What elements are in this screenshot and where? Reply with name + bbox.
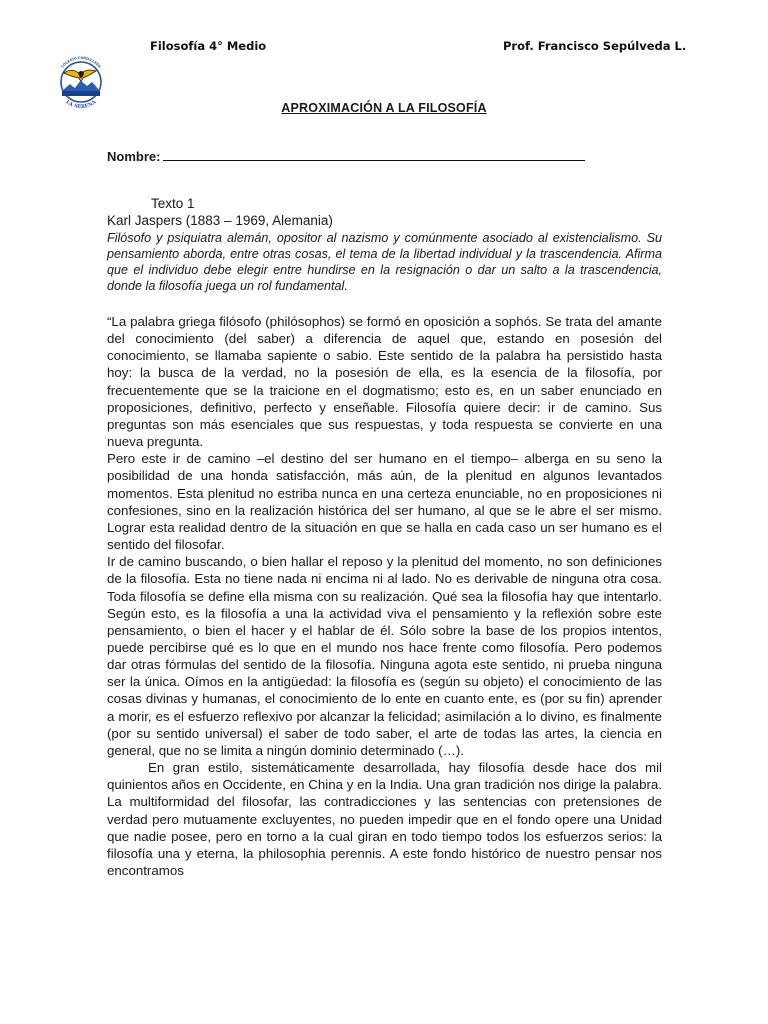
logo-text-top: COLEGIO CORDILLERA [60,55,102,69]
author-line: Karl Jaspers (1883 – 1969, Alemania) [107,213,333,228]
paragraph-4: En gran estilo, sistemáticamente desarrollada, hay filosofía desde hace dos mil quinientos años en Occidente, en China y en la India. Una gran tradición nos dirige la palabra. La multiformidad del filosofar, las contradicciones y las sentencias con pretensiones de verdad pero mutuamente excluyentes, no pueden impedir que en el fondo opere una Unidad que nadie posee, pero en torno a la cual giran en todo tiempo todos los esfuerzos serios: la filosofía una y eterna, la philosophia perennis. A este fondo histórico de nuestro pensar nos encontramos [107,760,662,878]
paragraph-2: Pero este ir de camino –el destino del ser humano en el tiempo– alberga en su seno la posibilidad de una honda satisfacción, más aún, de la plenitud en algunos levantados momentos. Esta plenitud no estriba nunca en una certeza enunciable, no en proposiciones ni confesiones, sino en la realización histórica del ser humano, al que se le abre el ser mismo. Lograr esta realidad dentro de la situación en que se halla en cada caso un ser humano es el sentido del filosofar. [107,451,662,553]
header-teacher: Prof. Francisco Sepúlveda L. [503,39,687,53]
document-title: APROXIMACIÓN A LA FILOSOFÍA [281,101,487,115]
nombre-line [163,148,585,161]
nombre-field [107,148,585,164]
nombre-label: Nombre: [107,149,161,164]
author-bio: Filósofo y psiquiatra alemán, opositor al nazismo y comúnmente asociado al existencialismo. Su pensamiento aborda, entre otras cosas, el tema de la libertad individual y la trascendencia. Afirma que el individuo debe elegir entre hundirse en la resignación o dar un salto a la trascendencia, donde la filosofía juega un rol fundamental. [107,231,662,293]
logo-text-bottom: LA SERENA [64,99,98,111]
main-text [107,313,662,879]
paragraph-1: “La palabra griega filósofo (philósophos) se formó en oposición a sophós. Se trata del amante del conocimiento (del saber) a diferencia de aquel que, estando en posesión del conocimiento, se llamaba sapiente o sabio. Este sentido de la palabra ha persistido hasta hoy: la busca de la verdad, no la posesión de ella, es la esencia de la filosofía, por frecuentemente que se la traicione en el dogmatismo; esto es, en un saber enunciado en proposiciones, definitivo, perfecto y enseñable. Filosofía quiere decir: ir de camino. Sus preguntas son más esenciales que sus respuestas, y toda respuesta se convierte en una nueva pregunta. [107,314,662,450]
paragraph-3: Ir de camino buscando, o bien hallar el reposo y la plenitud del momento, no son definiciones de la filosofía. Esta no tiene nada ni encima ni al lado. No es derivable de ninguna otra cosa. Toda filosofía se define ella misma con su realización. Qué sea la filosofía hay que intentarlo. Según esto, es la filosofía a una la actividad viva el pensamiento y la reflexión sobre este pensamiento, o bien el hacer y el hablar de él. Sólo sobre la base de los propios intentos, puede percibirse qué es lo que en el mundo nos hace frente como filosofía. Pero podemos dar otras fórmulas del sentido de la filosofía. Ninguna agota este sentido, ni prueba ninguna ser la única. Oímos en la antigüedad: la filosofía es (según su objeto) el conocimiento de las cosas divinas y humanas, el conocimiento de lo ente en cuanto ente, es (por su fin) aprender a morir, es el esfuerzo reflexivo por alcanzar la felicidad; asimilación a lo divino, es finalmente (por su sentido universal) el saber de todo saber, el arte de todas las artes, la ciencia en general, que no se limita a ningún dominio determinado (…). [107,554,662,758]
header-course: Filosofía 4° Medio [150,39,267,53]
text-number: Texto 1 [151,196,195,211]
